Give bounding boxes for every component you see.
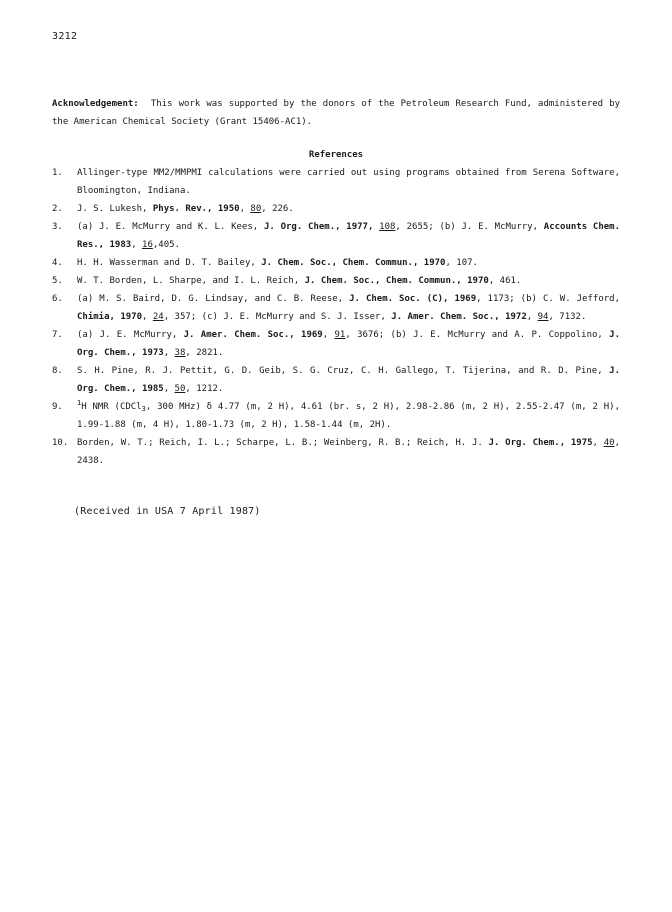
reference-item <box>52 200 620 218</box>
reference-journal: J. Org. Chem., 1975 <box>488 438 593 448</box>
reference-list <box>52 164 620 470</box>
reference-text: , <box>131 240 143 250</box>
reference-item <box>52 362 620 398</box>
reference-volume: 108 <box>379 222 396 232</box>
reference-item <box>52 326 620 362</box>
reference-number: 9. <box>52 402 63 412</box>
reference-journal: Chimia, 1970 <box>77 312 143 322</box>
reference-text: , <box>592 438 604 448</box>
reference-item <box>52 398 620 434</box>
reference-text: , 7132. <box>548 312 587 322</box>
reference-journal: J. Chem. Soc. (C), 1969 <box>349 294 477 304</box>
references-heading: References <box>308 150 364 160</box>
reference-text: , <box>526 312 538 322</box>
reference-text: (a) J. E. McMurry, <box>77 330 184 340</box>
reference-text: , 107. <box>445 258 478 268</box>
reference-item <box>52 272 620 290</box>
reference-journal: J. Amer. Chem. Soc., 1969 <box>183 330 323 340</box>
reference-volume: 24 <box>152 312 164 322</box>
reference-text: S. H. Pine, R. J. Pettit, G. D. Geib, S. G. Cruz, C. H. Gallego, T. Tijerina, and R. D. Pine, <box>77 366 610 376</box>
reference-volume: 40 <box>603 438 615 448</box>
received-date: (Received in USA 7 April 1987) <box>74 506 261 517</box>
reference-journal: J. Chem. Soc., Chem. Commun., 1970 <box>304 276 489 286</box>
reference-text: 3 <box>141 405 146 413</box>
reference-item <box>52 164 620 200</box>
reference-journal: J. Chem. Soc., Chem. Commun., 1970 <box>261 258 446 268</box>
reference-number: 5. <box>52 276 63 286</box>
reference-volume: 91 <box>334 330 346 340</box>
reference-number: 10. <box>52 438 69 448</box>
reference-text: J. S. Lukesh, <box>77 204 153 214</box>
reference-item <box>52 290 620 326</box>
reference-text: , 2438. <box>77 438 620 466</box>
reference-text: Allinger-type MM2/MMPMI calculations were carried out using programs obtained from Serena Software, Bloomington, Indiana. <box>77 168 620 196</box>
acknowledgement-label: Acknowledgement: <box>52 99 139 109</box>
reference-number: 4. <box>52 258 63 268</box>
reference-journal: J. Org. Chem., 1973 <box>77 330 620 358</box>
reference-text: , 357; (c) J. E. McMurry and S. J. Isser, <box>163 312 392 322</box>
reference-text: H NMR (CDCl <box>81 402 142 412</box>
reference-text: ,405. <box>152 240 180 250</box>
reference-journal: J. Org. Chem., 1985 <box>77 366 620 394</box>
reference-text: 1 <box>77 399 82 407</box>
reference-text: , <box>322 330 335 340</box>
reference-volume: 16 <box>142 240 153 250</box>
reference-text: , 2821. <box>185 348 224 358</box>
reference-text: , <box>239 204 251 214</box>
reference-text: , 461. <box>488 276 522 286</box>
reference-journal: J. Org. Chem., 1977, <box>263 222 374 232</box>
reference-text: H. H. Wasserman and D. T. Bailey, <box>77 258 262 268</box>
reference-text: (a) M. S. Baird, D. G. Lindsay, and C. B. Reese, <box>77 294 350 304</box>
reference-number: 8. <box>52 366 63 376</box>
reference-text: , 1212. <box>185 384 224 394</box>
reference-text: , <box>163 348 175 358</box>
reference-number: 2. <box>52 204 63 214</box>
reference-volume: 38 <box>174 348 186 358</box>
reference-volume: 50 <box>174 384 186 394</box>
reference-number: 1. <box>52 168 63 178</box>
page-number: 3212 <box>52 31 78 42</box>
reference-text: Borden, W. T.; Reich, I. L.; Scharpe, L. B.; Weinberg, R. B.; Reich, H. J. <box>77 438 489 448</box>
reference-text: , 226. <box>261 204 294 214</box>
reference-text: (a) J. E. McMurry and K. L. Kees, <box>77 222 264 232</box>
reference-text: W. T. Borden, L. Sharpe, and I. L. Reich, <box>77 276 305 286</box>
reference-text: , 3676; (b) J. E. McMurry and A. P. Coppolino, <box>345 330 610 340</box>
reference-journal: Phys. Rev., 1950 <box>152 204 240 214</box>
reference-volume: 94 <box>537 312 549 322</box>
reference-item <box>52 434 620 470</box>
acknowledgement-text: This work was supported by the donors of the Petroleum Research Fund, administered by the American Chemical Society (Grant 15406-AC1). <box>52 99 620 127</box>
reference-text: , 300 MHz) δ 4.77 (m, 2 H), 4.61 (br. s, 2 H), 2.98-2.86 (m, 2 H), 2.55-2.47 (m, 2 H), 1.99-1.88 (m, 4 H), 1.80-1.73 (m, 2 H), 1.58-1.44 (m, 2H). <box>77 402 620 430</box>
reference-text: , <box>142 312 153 322</box>
reference-text: , 2655; (b) J. E. McMurry, <box>395 222 544 232</box>
reference-number: 7. <box>52 330 63 340</box>
reference-journal: Accounts Chem. Res., 1983 <box>77 222 620 250</box>
reference-item <box>52 254 620 272</box>
reference-item <box>52 218 620 254</box>
reference-journal: J. Amer. Chem. Soc., 1972 <box>391 312 527 322</box>
reference-text: , <box>163 384 175 394</box>
reference-number: 6. <box>52 294 63 304</box>
reference-volume: 80 <box>250 204 262 214</box>
acknowledgement <box>52 95 620 131</box>
reference-text: , 1173; (b) C. W. Jefford, <box>476 294 620 304</box>
reference-number: 3. <box>52 222 63 232</box>
